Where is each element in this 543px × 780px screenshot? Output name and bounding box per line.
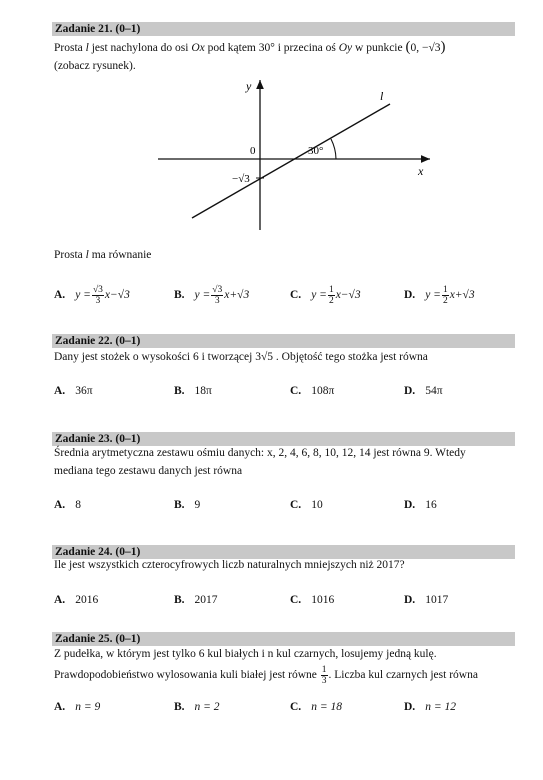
- text-fragment: Prosta: [54, 249, 83, 261]
- equation-lhs: y =: [311, 289, 327, 301]
- fraction: [211, 285, 223, 306]
- option-value: 10: [311, 499, 323, 511]
- option-value: 36π: [75, 385, 93, 397]
- text-line: Z pudełka, w którym jest tylko 6 kul białych i n kul czarnych, losujemy jedną kulę.: [54, 648, 437, 660]
- line-variable: l: [85, 249, 89, 261]
- option-letter: D.: [404, 385, 416, 397]
- option-value: 54π: [425, 385, 443, 397]
- option-value: 1017: [425, 594, 449, 606]
- denominator: 2: [442, 295, 448, 306]
- equation-rest: x+√3: [224, 289, 250, 301]
- denominator: 2: [328, 295, 334, 306]
- option-value: 108π: [311, 385, 335, 397]
- option-b[interactable]: [174, 284, 249, 306]
- axis-ox: Ox: [191, 42, 205, 54]
- text-fragment: Prosta: [54, 42, 83, 54]
- option-value: 18π: [194, 385, 212, 397]
- option-value: n = 12: [425, 701, 456, 713]
- task-24-header: Zadanie 24. (0–1): [52, 545, 515, 559]
- fraction: [328, 285, 335, 306]
- option-letter: A.: [54, 701, 66, 713]
- task-22-options: [54, 380, 514, 402]
- equation-lhs: y =: [75, 289, 91, 301]
- option-d[interactable]: [404, 589, 448, 611]
- text-fragment: jest nachylona do osi: [91, 42, 189, 54]
- line-l: [192, 104, 390, 218]
- option-letter: B.: [174, 289, 185, 301]
- task-25-header: Zadanie 25. (0–1): [52, 632, 515, 646]
- text-fragment: Prawdopodobieństwo wylosowania kuli białej jest równe: [54, 669, 317, 681]
- option-c[interactable]: [290, 589, 334, 611]
- line-variable: l: [85, 42, 89, 54]
- option-value: 2016: [75, 594, 99, 606]
- task-23-header: Zadanie 23. (0–1): [52, 432, 515, 446]
- option-d[interactable]: [404, 380, 443, 402]
- task-23-options: [54, 494, 514, 516]
- x-axis-label: x: [418, 164, 424, 178]
- option-letter: D.: [404, 289, 416, 301]
- line-l-label: l: [380, 89, 384, 103]
- option-b[interactable]: [174, 589, 218, 611]
- option-b[interactable]: [174, 380, 212, 402]
- point-open-paren: (: [405, 39, 411, 55]
- option-letter: B.: [174, 499, 185, 511]
- text-fragment: pod kątem 30° i przecina oś: [207, 42, 336, 54]
- option-value: n = 18: [311, 701, 342, 713]
- numerator: √3: [92, 284, 103, 295]
- task-25-text-2: [54, 662, 516, 688]
- option-b[interactable]: [174, 696, 220, 718]
- option-value: 16: [425, 499, 437, 511]
- task-21-text: [54, 38, 516, 75]
- option-letter: D.: [404, 594, 416, 606]
- option-letter: A.: [54, 385, 66, 397]
- option-c[interactable]: [290, 284, 361, 306]
- equation-lhs: y =: [425, 289, 441, 301]
- point-close-paren: ): [440, 39, 446, 55]
- denominator: 3: [321, 675, 327, 686]
- option-letter: D.: [404, 701, 416, 713]
- option-d[interactable]: [404, 494, 437, 516]
- task-24-text: Ile jest wszystkich czterocyfrowych liczb naturalnych mniejszych niż 2017?: [54, 559, 405, 571]
- text-fragment: (zobacz rysunek).: [54, 60, 136, 72]
- task-21-header: Zadanie 21. (0–1): [52, 22, 515, 36]
- option-value: 1016: [311, 594, 335, 606]
- coordinate-graph: [150, 72, 440, 242]
- text-fragment: ma równanie: [91, 249, 152, 261]
- option-value: n = 2: [194, 701, 220, 713]
- numerator: 1: [321, 664, 327, 675]
- option-d[interactable]: [404, 696, 456, 718]
- numerator: √3: [212, 284, 223, 295]
- numerator: 1: [328, 284, 334, 295]
- point-coordinates: 0, −√3: [410, 42, 441, 54]
- task-25-text: [54, 645, 516, 663]
- denominator: 3: [214, 295, 220, 306]
- text-line: mediana tego zestawu danych jest równa: [54, 465, 243, 477]
- option-a[interactable]: [54, 380, 93, 402]
- task-24-options: [54, 589, 514, 611]
- intercept-label: −√3: [232, 173, 250, 185]
- task-21-question: [54, 246, 516, 264]
- text-line: Średnia arytmetyczna zestawu ośmiu danych: x, 2, 4, 6, 8, 10, 12, 14 jest równa 9. Wtedy: [54, 447, 466, 459]
- option-value: n = 9: [75, 701, 101, 713]
- equation-rest: x−√3: [104, 289, 130, 301]
- option-letter: D.: [404, 499, 416, 511]
- fraction: [442, 285, 449, 306]
- equation-rest: x−√3: [335, 289, 361, 301]
- equation-lhs: y =: [194, 289, 211, 301]
- option-letter: A.: [54, 499, 66, 511]
- option-letter: B.: [174, 385, 185, 397]
- option-letter: C.: [290, 701, 302, 713]
- option-letter: C.: [290, 289, 302, 301]
- fraction: [92, 285, 104, 306]
- equation-rest: x+√3: [449, 289, 475, 301]
- option-a[interactable]: [54, 589, 98, 611]
- origin-label: 0: [250, 145, 256, 157]
- option-value: 2017: [194, 594, 218, 606]
- option-letter: B.: [174, 701, 185, 713]
- option-letter: C.: [290, 385, 302, 397]
- option-letter: C.: [290, 499, 302, 511]
- option-c[interactable]: [290, 380, 334, 402]
- angle-arc: [331, 139, 336, 159]
- option-letter: C.: [290, 594, 302, 606]
- denominator: 3: [95, 295, 101, 306]
- task-22-text: Dany jest stożek o wysokości 6 i tworzącej 3√5 . Objętość tego stożka jest równa: [54, 351, 428, 363]
- option-letter: B.: [174, 594, 185, 606]
- numerator: 1: [442, 284, 448, 295]
- option-b[interactable]: [174, 494, 200, 516]
- task-22-header: Zadanie 22. (0–1): [52, 334, 515, 348]
- option-d[interactable]: [404, 284, 475, 306]
- text-fragment: w punkcie: [355, 42, 403, 54]
- option-c[interactable]: [290, 494, 323, 516]
- task-25-options: [54, 696, 514, 718]
- option-a[interactable]: [54, 284, 130, 306]
- text-fragment: . Liczba kul czarnych jest równa: [328, 669, 478, 681]
- option-letter: A.: [54, 594, 66, 606]
- option-c[interactable]: [290, 696, 342, 718]
- option-a[interactable]: [54, 494, 81, 516]
- option-a[interactable]: [54, 696, 100, 718]
- option-value: 8: [75, 499, 81, 511]
- option-value: 9: [194, 499, 201, 511]
- fraction: [321, 665, 328, 686]
- angle-label: 30°: [308, 145, 324, 157]
- y-axis-label: y: [246, 79, 252, 93]
- option-letter: A.: [54, 289, 66, 301]
- task-21-options: [54, 284, 514, 306]
- axis-oy: Oy: [338, 42, 353, 54]
- task-23-text: [54, 444, 516, 480]
